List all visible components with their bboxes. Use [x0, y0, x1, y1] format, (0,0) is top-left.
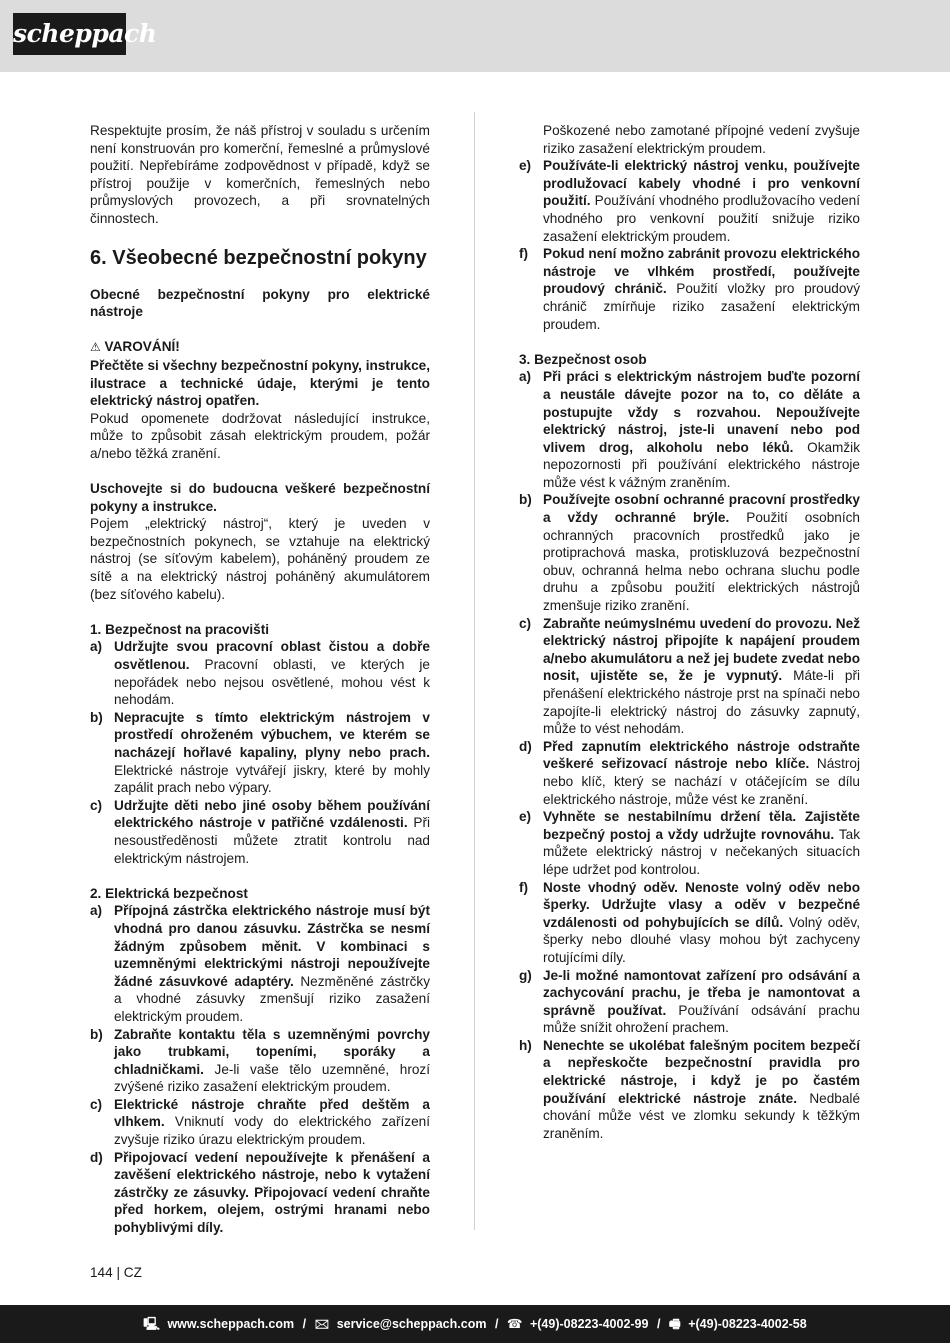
item-bold-text: Noste vhodný oděv. Nenoste volný oděv nebo šperky. Udržujte vlasy a oděv v bezpečné vzdálenosti od pohybujících se dílů. [543, 879, 860, 930]
item-text: Používání odsávání prachu může snížit ohrožení prachem. [543, 1002, 860, 1036]
item-bold-text: Používáte-li elektrický nástroj venku, používejte prodlužovací kabely vhodné i pro venkovní použití. [543, 158, 860, 209]
item-text: Je-li vaše tělo uzemněné, hrozí zvýšené riziko zasažení elektrickým proudem. [114, 1061, 430, 1095]
item-bold-text: Před zapnutím elektrického nástroje odstraňte veškeré seřizovací nástroje nebo klíče. [543, 738, 860, 772]
s2-continuation: Poškozené nebo zamotané přípojné vedení zvyšuje riziko zasažení elektrickým proudem. [543, 123, 860, 156]
item-bold-text: Pokud není možno zabránit provozu elektrického nástroje ve vlhkém prostředí, používejte proudový chránič. [543, 246, 860, 297]
list-item [90, 902, 430, 1025]
item-marker: e) [519, 158, 532, 174]
warning-bold: Přečtěte si všechny bezpečnostní pokyny, instrukce, ilustrace a technické údaje, kterými je tento elektrický nástroj opatřen. [90, 357, 430, 409]
item-text: Okamžik nepozornosti při používání elektrického nástroje může vést k vážným zraněním. [543, 439, 860, 490]
item-text: Vniknutí vody do elektrického zařízení zvyšuje riziko úrazu elektrickým proudem. [114, 1114, 430, 1148]
s3-title: 3. Bezpečnost osob [519, 351, 647, 367]
list-item [519, 738, 860, 808]
list-item [90, 1096, 430, 1149]
item-text: Používání vhodného prodlužovacího vedení vhodného pro venkovní použití snižuje riziko zasažení elektrickým proudem. [543, 193, 860, 244]
footer-web[interactable]: www.scheppach.com [167, 1317, 295, 1331]
item-text: Nedbalé chování může vést ve zlomku sekundy k těžkým zraněním. [543, 1090, 861, 1141]
item-text: Elektrické nástroje vytvářejí jiskry, které by mohly zapálit prach nebo výpary. [114, 762, 430, 796]
warning-row [90, 338, 430, 357]
list-item [519, 245, 860, 333]
keep-text: Pojem „elektrický nástroj“, který je uveden v bezpečnostních pokynech, se vztahuje na elektrický nástroj (se síťovým kabelem), poháněný proudem ze sítě a na elektrický nástroj poháněný akumulátorem (bez síťového kabelu). [90, 516, 430, 602]
item-marker: b) [90, 709, 103, 725]
list-item [90, 709, 430, 797]
item-text: Použití osobních ochranných pracovních prostředků jako je protiprachová maska, protiskluzová bezpečnostní obuv, ochranná helma nebo ochrana sluchu podle druhu a způsobu použití elektrických nástrojů zmenšuje riziko zranění. [543, 510, 860, 614]
section-title: 6. Všeobecné bezpečnostní pokyny [90, 246, 427, 269]
list-item [90, 1149, 430, 1237]
item-marker: a) [519, 369, 532, 385]
fax-icon: 🖷 [668, 1317, 681, 1331]
list-item [519, 615, 860, 738]
item-marker: a) [90, 903, 103, 919]
intro-paragraph: Respektujte prosím, že náš přístroj v souladu s určením není konstruován pro komerční, řemeslné a průmyslové použití. Nepřebíráme zodpovědnost v případě, když se přístroj použije v komerčních, řemeslných nebo průmyslových provozech, a při srovnatelných činnostech. [90, 123, 430, 226]
item-text: Nástroj nebo klíč, který se nachází v otáčejícím se dílu elektrického nástroje, může vést ke zranění. [543, 756, 860, 807]
s1-title: 1. Bezpečnost na pracovišti [90, 621, 270, 637]
right-column [519, 122, 860, 1142]
list-item [519, 967, 860, 1037]
item-marker: c) [90, 1096, 103, 1112]
s2-title: 2. Elektrická bezpečnost [90, 885, 248, 901]
column-divider [474, 112, 475, 1230]
page-language: CZ [123, 1265, 142, 1280]
footer-fax: +(49)-08223-4002-58 [688, 1317, 807, 1331]
phone-icon: ☎ [506, 1317, 523, 1331]
page-number-value: 144 [90, 1265, 113, 1280]
page-number: 144 | CZ [90, 1265, 142, 1280]
list-item [519, 368, 860, 491]
footer-bar [0, 1305, 950, 1343]
warning-text: Pokud opomenete dodržovat následující instrukce, může to způsobit zásah elektrickým proudem, požár a/nebo těžká zranění. [90, 410, 430, 461]
item-marker: h) [519, 1037, 532, 1053]
item-marker: d) [90, 1149, 103, 1165]
list-item [519, 808, 860, 878]
item-marker: e) [519, 809, 532, 825]
item-text: Při nesoustředěnosti můžete ztratit kontrolu nad elektrickým nástrojem. [114, 815, 431, 866]
item-text: Volný oděv, šperky nebo dlouhé vlasy mohou být zachyceny rotujícími díly. [543, 914, 860, 965]
item-text: Tak můžete elektrický nástroj v nečekaných situacích lépe udržet pod kontrolou. [543, 826, 861, 877]
s2-list-continued [519, 157, 860, 333]
item-marker: f) [519, 879, 529, 895]
item-bold-text: Nepracujte s tímto elektrickým nástrojem v prostředí ohroženém výbuchem, ve kterém se nacházejí hořlavé kapaliny, plyny nebo prach. [114, 709, 430, 760]
item-marker: b) [519, 492, 532, 508]
list-item [519, 157, 860, 245]
item-marker: g) [519, 967, 532, 983]
item-text: Nezměněné zástrčky a vhodné zásuvky zmenšují riziko zasažení elektrickým proudem. [114, 973, 431, 1024]
footer-separator: / [494, 1317, 499, 1331]
header-band [0, 0, 950, 72]
item-bold-text: Při práci s elektrickým nástrojem buďte pozorní a neustále dávejte pozor na to, co děláte a postupujte vždy s rozvahou. Nepoužívejte elektrický nástroj, jste-li unavení nebo pod vlivem drog, alkoholu nebo léků. [543, 369, 860, 455]
footer-phone: +(49)-08223-4002-99 [529, 1317, 649, 1331]
item-bold-text: Je-li možné namontovat zařízení pro odsávání a zachycování prachu, je třeba je namontovat a správně používat. [543, 967, 860, 1018]
list-item [90, 797, 430, 867]
item-bold-text: Zabraňte neúmyslnému uvedení do provozu. Než elektrický nástroj připojíte k napájení proudem a/nebo akumulátoru a než jej budete zvedat nebo nosit, ujistěte se, že je vypnutý. [543, 615, 860, 684]
item-text: Pracovní oblasti, ve kterých je nepořádek nebo nejsou osvětlené, mohou vést k nehodám. [114, 657, 430, 708]
item-text: Máte-li při přenášení elektrického nástroje prst na spínači nebo zapojíte-li elektrický nástroj do zásuvky zapnutý, může to vést nehodám. [543, 668, 860, 737]
monitor-icon: 🖳 [143, 1317, 160, 1331]
keep-heading: Uschovejte si do budoucna veškeré bezpečnostní pokyny a instrukce. [90, 481, 430, 514]
item-bold-text: Přípojná zástrčka elektrického nástroje musí být vhodná pro danou zásuvku. Zástrčka se nesmí žádným způsobem měnit. V kombinaci s uzemněnými elektrickými nástroji nepoužívejte žádné zásuvkové adaptéry. [114, 903, 430, 989]
item-bold-text: Připojovací vedení nepoužívejte k přenášení a zavěšení elektrického nástroje, nebo k vytažení zástrčky ze zásuvky. Připojovací vedení chraňte před horkem, olejem, ostrými hranami nebo pohyblivými díly. [114, 1149, 430, 1236]
left-column [90, 122, 430, 1237]
item-marker: a) [90, 639, 103, 655]
s3-list [519, 368, 860, 1142]
item-bold-text: Elektrické nástroje chraňte před deštěm a vlhkem. [114, 1096, 430, 1130]
footer-separator: / [656, 1317, 661, 1331]
list-item [90, 1026, 430, 1096]
warning-label: VAROVÁNÍ! [104, 339, 180, 355]
scheppach-logo: scheppach [13, 13, 126, 55]
mail-icon: 🖂 [314, 1317, 330, 1331]
warning-icon: ⚠ [90, 340, 101, 355]
item-marker: c) [90, 797, 103, 813]
item-marker: c) [519, 615, 532, 631]
item-bold-text: Udržujte děti nebo jiné osoby během používání elektrického nástroje v patřičné vzdálenosti. [114, 797, 430, 831]
list-item [90, 638, 430, 708]
item-text: Použití vložky pro proudový chránič zmírňuje riziko zasažení elektrickým proudem. [543, 281, 860, 332]
footer-separator: / [302, 1317, 307, 1331]
list-item [519, 879, 860, 967]
s1-list [90, 638, 430, 867]
item-bold-text: Používejte osobní ochranné pracovní prostředky a vždy ochranné brýle. [543, 492, 860, 526]
item-marker: f) [519, 246, 529, 262]
item-marker: b) [90, 1026, 103, 1042]
s2-list [90, 902, 430, 1236]
item-bold-text: Nenechte se ukolébat falešným pocitem bezpečí a nepřeskočte bezpečnostní pravidla pro elektrické nástroje, i když je po častém používání elektrické nástroje znáte. [543, 1037, 860, 1106]
item-bold-text: Udržujte svou pracovní oblast čistou a dobře osvětlenou. [114, 639, 430, 673]
list-item [519, 1037, 860, 1143]
item-marker: d) [519, 738, 532, 754]
footer-email[interactable]: service@scheppach.com [336, 1317, 487, 1331]
list-item [519, 491, 860, 614]
item-bold-text: Zabraňte kontaktu těla s uzemněnými povrchy jako trubkami, topeními, sporáky a chladničkami. [114, 1026, 430, 1077]
item-bold-text: Vyhněte se nestabilnímu držení těla. Zajistěte bezpečný postoj a vždy udržujte rovnováhu. [543, 809, 860, 842]
general-heading: Obecné bezpečnostní pokyny pro elektrické nástroje [90, 286, 430, 320]
